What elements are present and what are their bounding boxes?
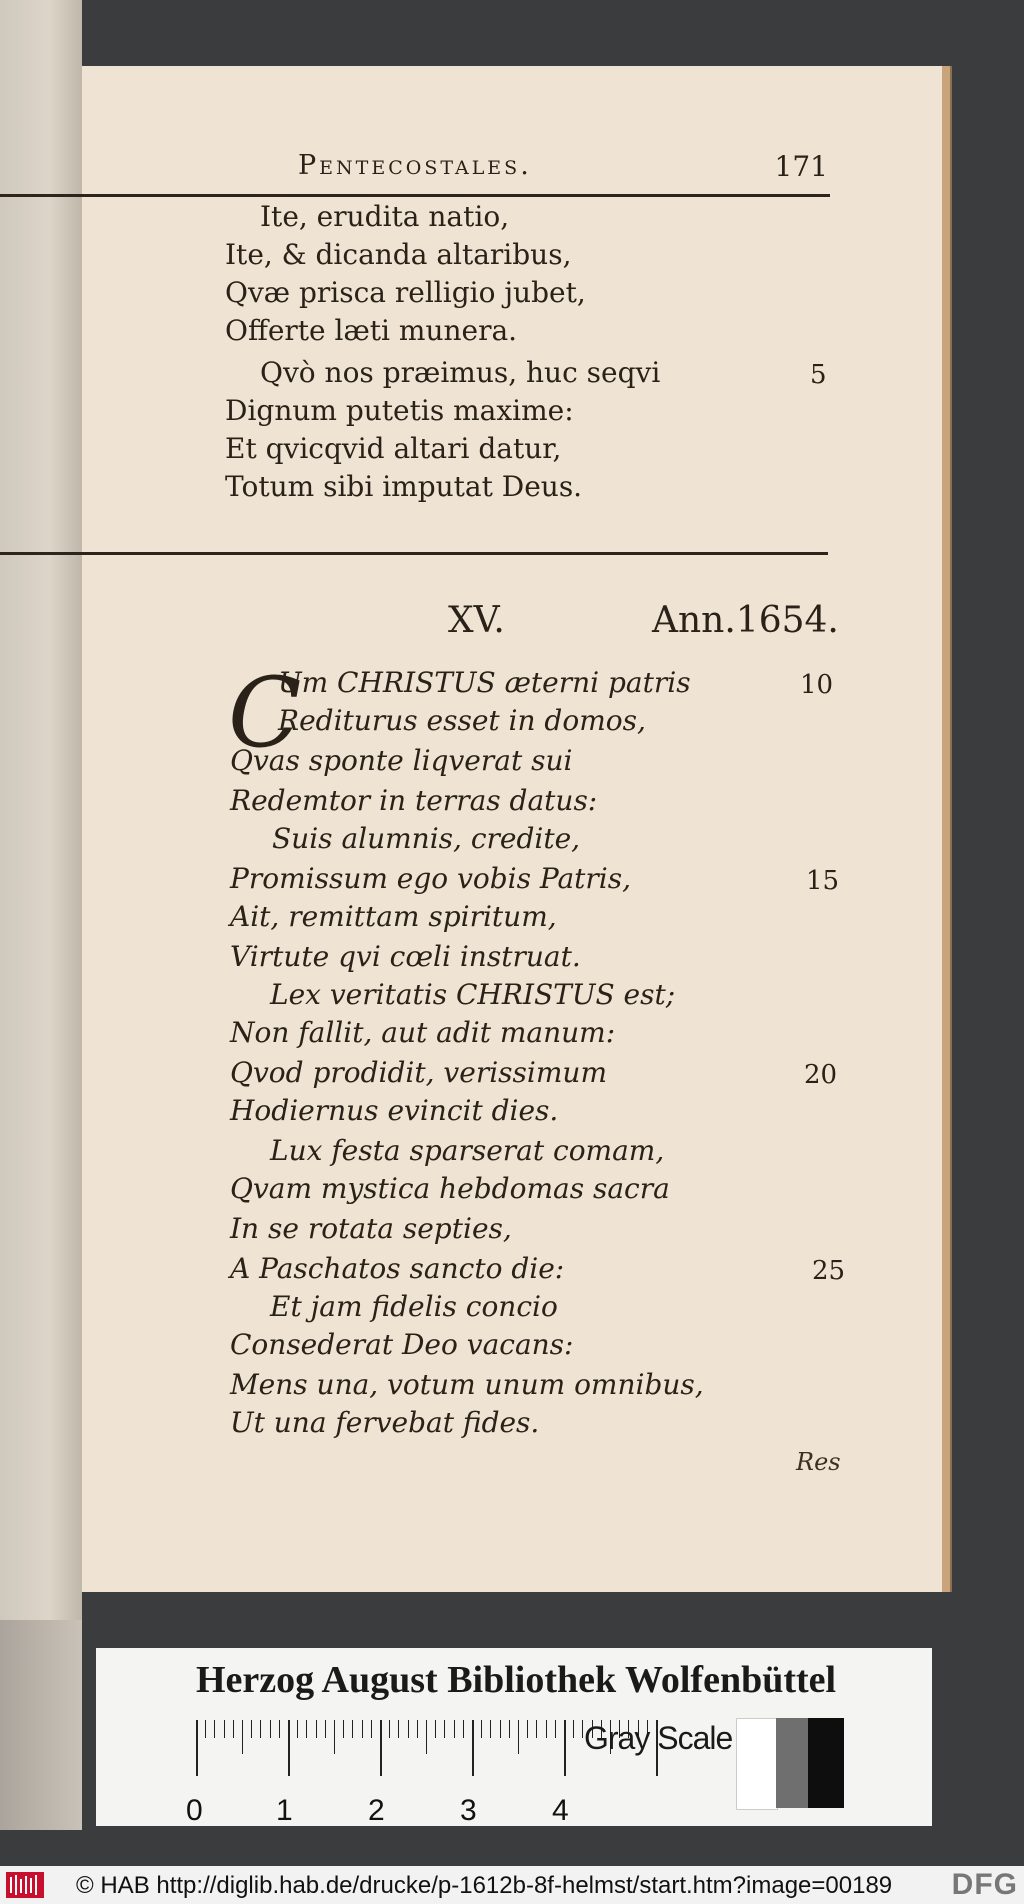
source-url[interactable]: © HAB http://diglib.hab.de/drucke/p-1612b-8f-helmst/start.htm?image=00189 — [76, 1872, 893, 1899]
ruler-number: 4 — [552, 1794, 569, 1827]
verse-line: Um CHRISTUS æterni patris — [278, 666, 691, 699]
ruler-tick — [251, 1720, 252, 1738]
hab-logo-icon — [6, 1872, 44, 1898]
ruler-tick — [288, 1720, 290, 1776]
verse-line: Dignum putetis maxime: — [225, 394, 574, 427]
ruler-tick — [426, 1720, 427, 1754]
verse-line: Lex veritatis CHRISTUS est; — [270, 978, 676, 1011]
mid-gray-swatch — [776, 1718, 808, 1808]
ruler-tick — [417, 1720, 418, 1738]
ruler-tick — [463, 1720, 464, 1738]
verse-line: Lux festa sparserat comam, — [270, 1134, 665, 1167]
footer-bar — [0, 1866, 1024, 1904]
verse-line: Suis alumnis, credite, — [272, 822, 581, 855]
running-head — [298, 150, 828, 190]
ruler-tick — [389, 1720, 390, 1738]
drop-capital: C — [228, 657, 302, 769]
verse-line: Et jam fidelis concio — [270, 1290, 558, 1323]
facing-page-edge — [0, 0, 82, 1620]
dfg-logo: DFG — [951, 1868, 1018, 1901]
ruler-tick — [500, 1720, 501, 1738]
verse-line: Totum sibi imputat Deus. — [225, 470, 583, 503]
ruler-tick — [490, 1720, 491, 1738]
verse-line: Qvam mystica hebdomas sacra — [230, 1172, 670, 1205]
ruler-tick — [555, 1720, 556, 1738]
ruler-tick — [352, 1720, 353, 1738]
ruler-tick — [536, 1720, 537, 1738]
verse-line: Qvæ prisca relligio jubet, — [225, 276, 586, 309]
white-swatch — [736, 1718, 778, 1810]
verse-line: In se rotata septies, — [230, 1212, 512, 1245]
ruler-tick — [371, 1720, 372, 1738]
verse-line: Ite, & dicanda altaribus, — [225, 238, 572, 271]
page-number: 171 — [774, 150, 828, 183]
ruler-tick — [398, 1720, 399, 1738]
ruler-tick — [224, 1720, 225, 1738]
ruler-tick — [481, 1720, 482, 1738]
ruler-tick — [306, 1720, 307, 1738]
line-number: 10 — [800, 670, 834, 700]
line-number: 15 — [806, 866, 840, 896]
ruler-tick — [380, 1720, 382, 1776]
verse-line: Non fallit, aut adit manum: — [230, 1016, 616, 1049]
ruler-tick — [518, 1720, 519, 1754]
verse-line: Redemtor in terras datus: — [230, 784, 598, 817]
color-scale-card — [96, 1648, 932, 1826]
verse-line: Virtute qvi cœli instruat. — [230, 940, 581, 973]
verse-line: Offerte læti munera. — [225, 314, 518, 347]
ruler-tick — [343, 1720, 344, 1738]
ruler-tick — [297, 1720, 298, 1738]
gray-scale-label: Gray Scale — [584, 1720, 733, 1756]
ruler-tick — [242, 1720, 243, 1754]
ruler-tick — [444, 1720, 445, 1738]
verse-line: Qvas sponte liqverat sui — [230, 744, 573, 777]
ruler-tick — [527, 1720, 528, 1738]
ruler-tick — [546, 1720, 547, 1738]
ruler-tick — [214, 1720, 215, 1738]
verse-line: Et qvicqvid altari datur, — [225, 432, 562, 465]
verse-line: Ite, erudita natio, — [260, 200, 510, 233]
running-title: Pentecostales. — [298, 150, 532, 181]
ruler-number: 0 — [186, 1794, 203, 1827]
library-name: Herzog August Bibliothek Wolfenbüttel — [196, 1659, 837, 1701]
ruler-tick — [316, 1720, 317, 1738]
ruler-number: 2 — [368, 1794, 385, 1827]
verse-line: Consederat Deo vacans: — [230, 1328, 574, 1361]
ruler-tick — [279, 1720, 280, 1738]
ruler-tick — [509, 1720, 510, 1738]
ruler-tick — [454, 1720, 455, 1738]
ruler-tick — [334, 1720, 335, 1754]
catchword: Res — [796, 1448, 841, 1476]
ruler-number: 3 — [460, 1794, 477, 1827]
section-rule — [0, 552, 828, 555]
verse-line: Ait, remittam spiritum, — [230, 900, 557, 933]
section-year: Ann.1654. — [652, 600, 839, 641]
verse-line: Hodiernus evincit dies. — [230, 1094, 559, 1127]
section-number: XV. — [448, 600, 505, 641]
ruler-tick — [233, 1720, 234, 1738]
verse-line: A Paschatos sancto die: — [230, 1252, 565, 1285]
line-number: 5 — [810, 360, 827, 390]
ruler-tick — [573, 1720, 574, 1738]
ruler-tick — [408, 1720, 409, 1738]
header-rule — [0, 194, 830, 197]
verse-line: Promissum ego vobis Patris, — [230, 862, 632, 895]
ruler-tick — [472, 1720, 474, 1776]
ruler-tick — [564, 1720, 566, 1776]
ruler-tick — [325, 1720, 326, 1738]
ruler-tick — [205, 1720, 206, 1738]
verse-line: Rediturus esset in domos, — [278, 704, 646, 737]
verse-line: Qvod prodidit, verissimum — [230, 1056, 607, 1089]
verse-line: Qvò nos præimus, huc seqvi — [260, 356, 661, 389]
ruler-tick — [260, 1720, 261, 1738]
black-swatch — [808, 1718, 844, 1808]
facing-page-shadow — [0, 1620, 82, 1830]
ruler-tick — [362, 1720, 363, 1738]
verse-line: Ut una fervebat fides. — [230, 1406, 540, 1439]
ruler-tick — [270, 1720, 271, 1738]
ruler-number: 1 — [276, 1794, 293, 1827]
line-number: 25 — [812, 1256, 846, 1286]
verse-line: Mens una, votum unum omnibus, — [230, 1368, 704, 1401]
line-number: 20 — [804, 1060, 838, 1090]
ruler-tick — [196, 1720, 198, 1776]
ruler-tick — [435, 1720, 436, 1738]
